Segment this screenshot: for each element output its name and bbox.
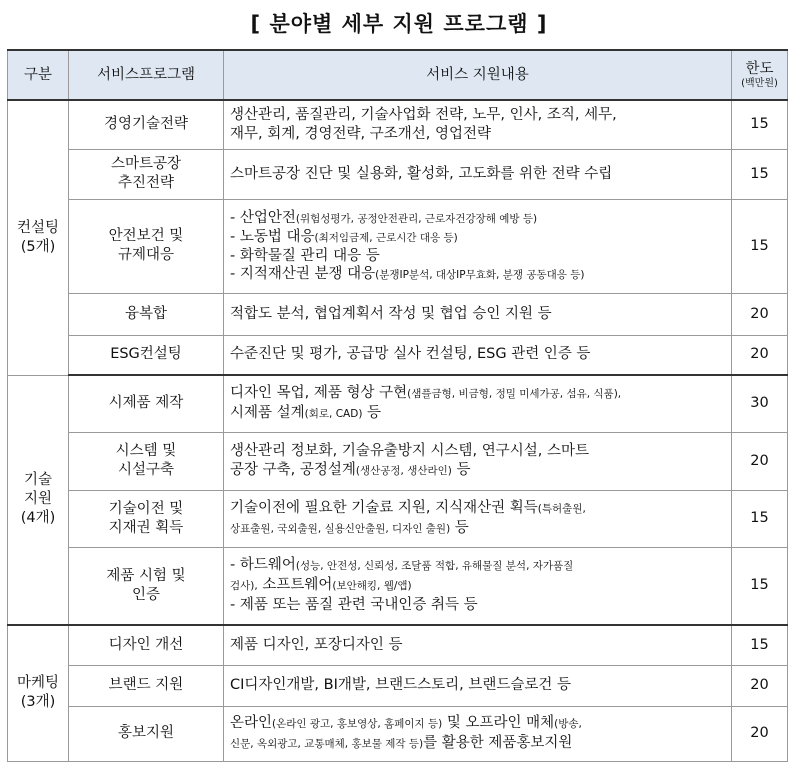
program-content: 수준진단 및 평가, 공급망 실사 컨설팅, ESG 관련 인증 등: [224, 335, 732, 375]
program-name: 융복합: [69, 293, 224, 335]
content-note: (방송,: [554, 717, 582, 730]
limit-value: 15: [732, 625, 788, 665]
content-main: 시제품 설계: [230, 404, 305, 421]
content-main: - 화학물질 관리 대응 등: [230, 247, 380, 264]
program-table: [7, 49, 788, 762]
content-tail: 등: [362, 404, 382, 421]
content-main: 및 오프라인 매체: [442, 714, 555, 731]
content-main: 생산관리 정보화, 기술유출방지 시스템, 연구시설, 스마트: [230, 442, 590, 459]
content-main: - 하드웨어: [230, 557, 296, 574]
program-content: 제품 디자인, 포장디자인 등: [224, 625, 732, 665]
program-content: [224, 375, 732, 432]
program-line: 인증: [131, 586, 160, 603]
table-row: [8, 547, 788, 625]
table-row: [8, 149, 788, 199]
content-main: 소프트웨어: [257, 577, 333, 594]
table-row: [8, 375, 788, 432]
limit-value: 20: [732, 665, 788, 706]
program-line: 지재권 획득: [108, 519, 184, 536]
program-name: [69, 199, 224, 293]
content-line: [230, 576, 725, 596]
category-count: (5개): [20, 238, 56, 255]
content-note: (온라인 광고, 홍보영상, 홈페이지 등): [272, 717, 443, 730]
limit-value: 15: [732, 547, 788, 625]
page-title: [ 분야별 세부 지원 프로그램 ]: [250, 12, 548, 36]
category-consulting: [8, 100, 69, 375]
program-name: 시제품 제작: [69, 375, 224, 432]
limit-value: 20: [732, 706, 788, 761]
content-note: 신문, 옥외광고, 교통매체, 홍보물 제작 등): [230, 737, 424, 750]
category-name: 지원: [23, 491, 52, 508]
content-line: [230, 714, 725, 734]
content-line: 재무, 회계, 경영전략, 구조개선, 영업전략: [230, 125, 491, 142]
program-name: 홍보지원: [69, 706, 224, 761]
table-row: [8, 335, 788, 375]
program-content: 스마트공장 진단 및 실용화, 활성화, 고도화를 위한 전략 수립: [224, 149, 732, 199]
limit-value: 15: [732, 490, 788, 547]
program-content: [224, 199, 732, 293]
program-content: [224, 100, 732, 149]
content-note: (특허출원,: [537, 502, 586, 515]
program-line: 시스템 및: [115, 443, 177, 459]
program-line: 안전보건 및: [108, 228, 184, 244]
content-note: (보안해킹, 웹/앱): [332, 580, 412, 593]
content-main: - 산업안전: [230, 209, 296, 226]
content-line: [230, 461, 725, 481]
content-line: [230, 404, 725, 424]
program-line: 스마트공장: [110, 156, 182, 172]
program-line: 제품 시험 및: [106, 567, 186, 584]
program-content: 적합도 분석, 협업계획서 작성 및 협업 승인 지원 등: [224, 293, 732, 335]
header-limit: [732, 50, 788, 100]
limit-value: 15: [732, 100, 788, 149]
content-main: 공장 구축, 공정설계: [230, 461, 356, 478]
program-line: 규제대응: [117, 247, 175, 263]
category-tech-support: [8, 375, 69, 625]
content-note: (분쟁IP분석, 대상IP무효화, 분쟁 공동대응 등): [375, 268, 585, 281]
table-row: [8, 293, 788, 335]
program-name: 경영기술전략: [69, 100, 224, 149]
content-line: [230, 519, 725, 539]
header-limit-unit: (백만원): [741, 77, 778, 89]
content-note: (생산공정, 생산라인): [355, 464, 452, 477]
content-line: [230, 499, 725, 519]
program-content: [224, 490, 732, 547]
content-tail: 등: [450, 519, 469, 536]
table-row: [8, 665, 788, 706]
table-row: [8, 199, 788, 293]
header-row: [8, 50, 788, 100]
content-note: (위험성평가, 공정안전관리, 근로자건강장해 예방 등): [295, 212, 538, 225]
program-content: CI디자인개발, BI개발, 브랜드스토리, 브랜드슬로건 등: [224, 665, 732, 706]
program-content: [224, 432, 732, 490]
category-count: (4개): [20, 510, 56, 527]
category-name: 마케팅: [16, 675, 60, 692]
content-main: - 제품 또는 품질 관련 국내인증 취득 등: [230, 597, 478, 614]
content-line: 생산관리, 품질관리, 기술사업화 전략, 노무, 인사, 조직, 세무,: [230, 106, 617, 123]
program-name: [69, 432, 224, 490]
limit-value: 20: [732, 293, 788, 335]
content-item: [230, 265, 725, 284]
content-main: 온라인: [230, 714, 273, 731]
limit-value: 15: [732, 149, 788, 199]
table-row: [8, 706, 788, 761]
content-note: 검사),: [230, 580, 258, 593]
program-line: 추진전략: [117, 175, 175, 191]
table-row: [8, 625, 788, 665]
program-name: 디자인 개선: [69, 625, 224, 665]
header-category: 구분: [8, 50, 69, 100]
table-row: [8, 432, 788, 490]
content-note: (샘플금형, 비금형, 정밀 미세가공, 섬유, 식품),: [407, 387, 622, 400]
limit-value: 15: [732, 199, 788, 293]
limit-value: 20: [732, 335, 788, 375]
content-main: - 지적재산권 분쟁 대응: [230, 265, 376, 282]
program-name: [69, 547, 224, 625]
content-item: [230, 228, 725, 247]
content-note: (회로, CAD): [304, 407, 363, 420]
category-marketing: [8, 625, 69, 761]
content-note: 상표출원, 국외출원, 실용신안출원, 디자인 출원): [230, 522, 451, 535]
program-line: 기술이전 및: [108, 500, 184, 517]
program-name: 브랜드 지원: [69, 665, 224, 706]
limit-value: 20: [732, 432, 788, 490]
content-main: 디자인 목업, 제품 형상 구현: [230, 384, 408, 401]
category-name: 컨설팅: [16, 219, 60, 236]
program-content: [224, 706, 732, 761]
content-item: [230, 247, 725, 265]
content-line: [230, 384, 725, 404]
program-name: [69, 149, 224, 199]
limit-value: 30: [732, 375, 788, 432]
header-limit-label: 한도: [745, 60, 774, 77]
content-line: [230, 556, 725, 576]
content-tail: 등: [451, 461, 471, 478]
content-item: [230, 209, 725, 228]
category-count: (3개): [20, 694, 56, 711]
program-content: [224, 547, 732, 625]
content-note: (최저임금제, 근로시간 대응 등): [314, 231, 458, 244]
header-content: 서비스 지원내용: [224, 50, 732, 100]
content-main: 기술이전에 필요한 기술료 지원, 지식재산권 획득: [230, 499, 538, 516]
header-program: 서비스프로그램: [69, 50, 224, 100]
table-row: [8, 100, 788, 149]
table-row: [8, 490, 788, 547]
program-line: 시설구축: [117, 462, 175, 478]
category-name: 기술: [23, 472, 52, 489]
content-tail: 를 활용한 제품홍보지원: [423, 734, 573, 751]
program-name: ESG컨설팅: [69, 335, 224, 375]
content-main: - 노동법 대응: [230, 228, 315, 245]
program-name: [69, 490, 224, 547]
content-line: [230, 734, 725, 754]
content-note: (성능, 안전성, 신뢰성, 조달품 적합, 유해물질 분석, 자가품질: [295, 560, 574, 573]
